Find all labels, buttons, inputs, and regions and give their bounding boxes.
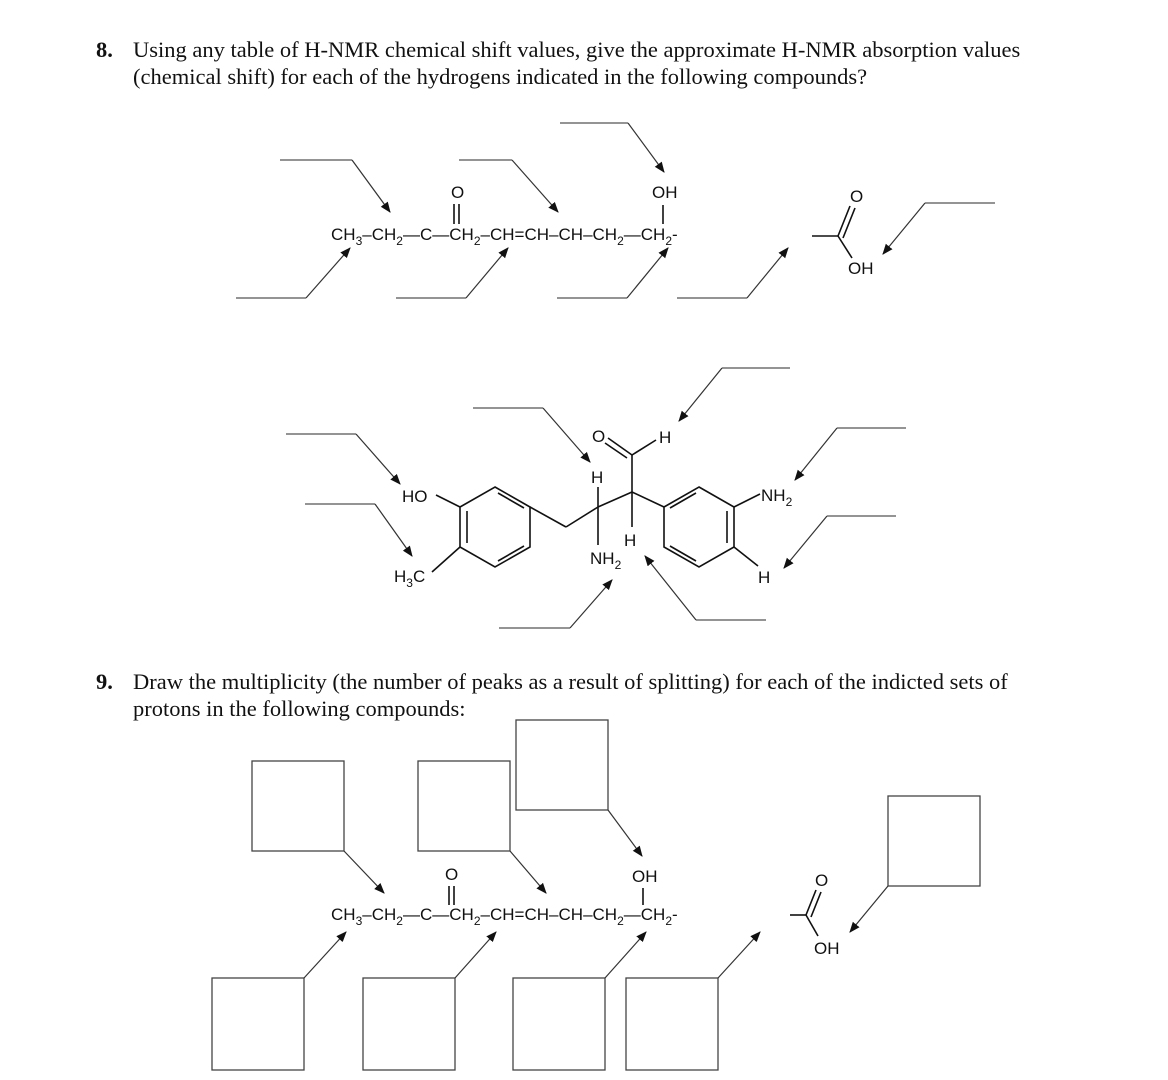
compound-2-amine: $NH_2$ xyxy=(590,549,622,572)
compound-1-acid-oxygen: O xyxy=(850,187,864,206)
compound-1-hydroxyl: OH xyxy=(652,183,678,202)
question-9-number: 9. xyxy=(96,669,113,694)
compound-2-h-top: H xyxy=(591,468,604,487)
question-8-line1: Using any table of H-NMR chemical shift values, give the approximate H-NMR absorption values xyxy=(133,37,1021,62)
arrow-15 xyxy=(570,580,612,628)
right-benzene-ring xyxy=(664,487,734,567)
compound-2-hydroxyl: HO xyxy=(402,487,428,506)
compound-2-answer-blanks xyxy=(286,368,906,628)
acid-co-bond-1 xyxy=(838,206,850,236)
arrow-5 xyxy=(306,248,350,298)
question-8-line2: (chemical shift) for each of the hydrogens indicated in the following compounds? xyxy=(133,64,868,89)
acid-co-bond-2 xyxy=(843,208,855,238)
compound-3-keto-oxygen: O xyxy=(445,865,459,884)
arrow-10 xyxy=(375,504,412,556)
answer-box-6[interactable] xyxy=(363,978,455,1070)
compound-2-ring-h: H xyxy=(758,568,771,587)
compound-1 xyxy=(331,183,874,278)
arrow-14 xyxy=(784,516,827,568)
answer-box-5[interactable] xyxy=(212,978,304,1070)
arrow-6 xyxy=(466,248,508,298)
answer-box-1[interactable] xyxy=(252,761,344,851)
arrow-12 xyxy=(679,368,722,421)
arrow-2 xyxy=(512,160,558,212)
compound-3 xyxy=(331,865,840,958)
compound-2-h-mid: H xyxy=(624,531,637,550)
arrow-11 xyxy=(543,408,590,462)
compound-1-acid-hydroxyl: OH xyxy=(848,259,874,278)
question-9-line1: Draw the multiplicity (the number of peaks as a result of splitting) for each of the indicted sets of xyxy=(133,669,1008,694)
compound-3-acid-oxygen: O xyxy=(815,871,829,890)
arrow-9 xyxy=(356,434,400,484)
compound-1-keto-oxygen: O xyxy=(451,183,465,202)
answer-box-2[interactable] xyxy=(418,761,510,851)
answer-box-4[interactable] xyxy=(888,796,980,886)
compound-2-aldehyde-h: H xyxy=(659,428,672,447)
arrow-1 xyxy=(352,160,390,212)
left-benzene-ring xyxy=(460,487,530,567)
compound-1-chain: $CH_3-CH_2—C—CH_2-CH=CH-CH-CH_2—CH_2-$ xyxy=(331,225,678,248)
arrow-4 xyxy=(883,203,925,254)
compound-2-aldehyde-oxygen: O xyxy=(592,427,606,446)
arrow-7 xyxy=(627,248,668,298)
compound-3-acid-hydroxyl: OH xyxy=(814,939,840,958)
compound-2-methyl: $H_3C$ xyxy=(394,567,426,590)
arrow-8 xyxy=(747,248,788,298)
compound-1-answer-blanks xyxy=(236,123,995,298)
arrow-13 xyxy=(795,428,837,480)
compound-2-ring-amine: $NH_2$ xyxy=(761,486,793,509)
answer-box-7[interactable] xyxy=(513,978,605,1070)
arrow-16 xyxy=(645,556,696,620)
arrow-3 xyxy=(628,123,664,172)
answer-box-8[interactable] xyxy=(626,978,718,1070)
compound-3-answer-boxes xyxy=(212,720,980,1070)
question-8-number: 8. xyxy=(96,37,113,62)
answer-box-3[interactable] xyxy=(516,720,608,810)
compound-2 xyxy=(394,427,793,590)
compound-3-chain: $CH_3-CH_2—C—CH_2-CH=CH-CH-CH_2—CH_2-$ xyxy=(331,905,678,928)
compound-3-hydroxyl: OH xyxy=(632,867,658,886)
question-9-line2: protons in the following compounds: xyxy=(133,696,466,721)
acid-oh-bond xyxy=(838,236,852,258)
